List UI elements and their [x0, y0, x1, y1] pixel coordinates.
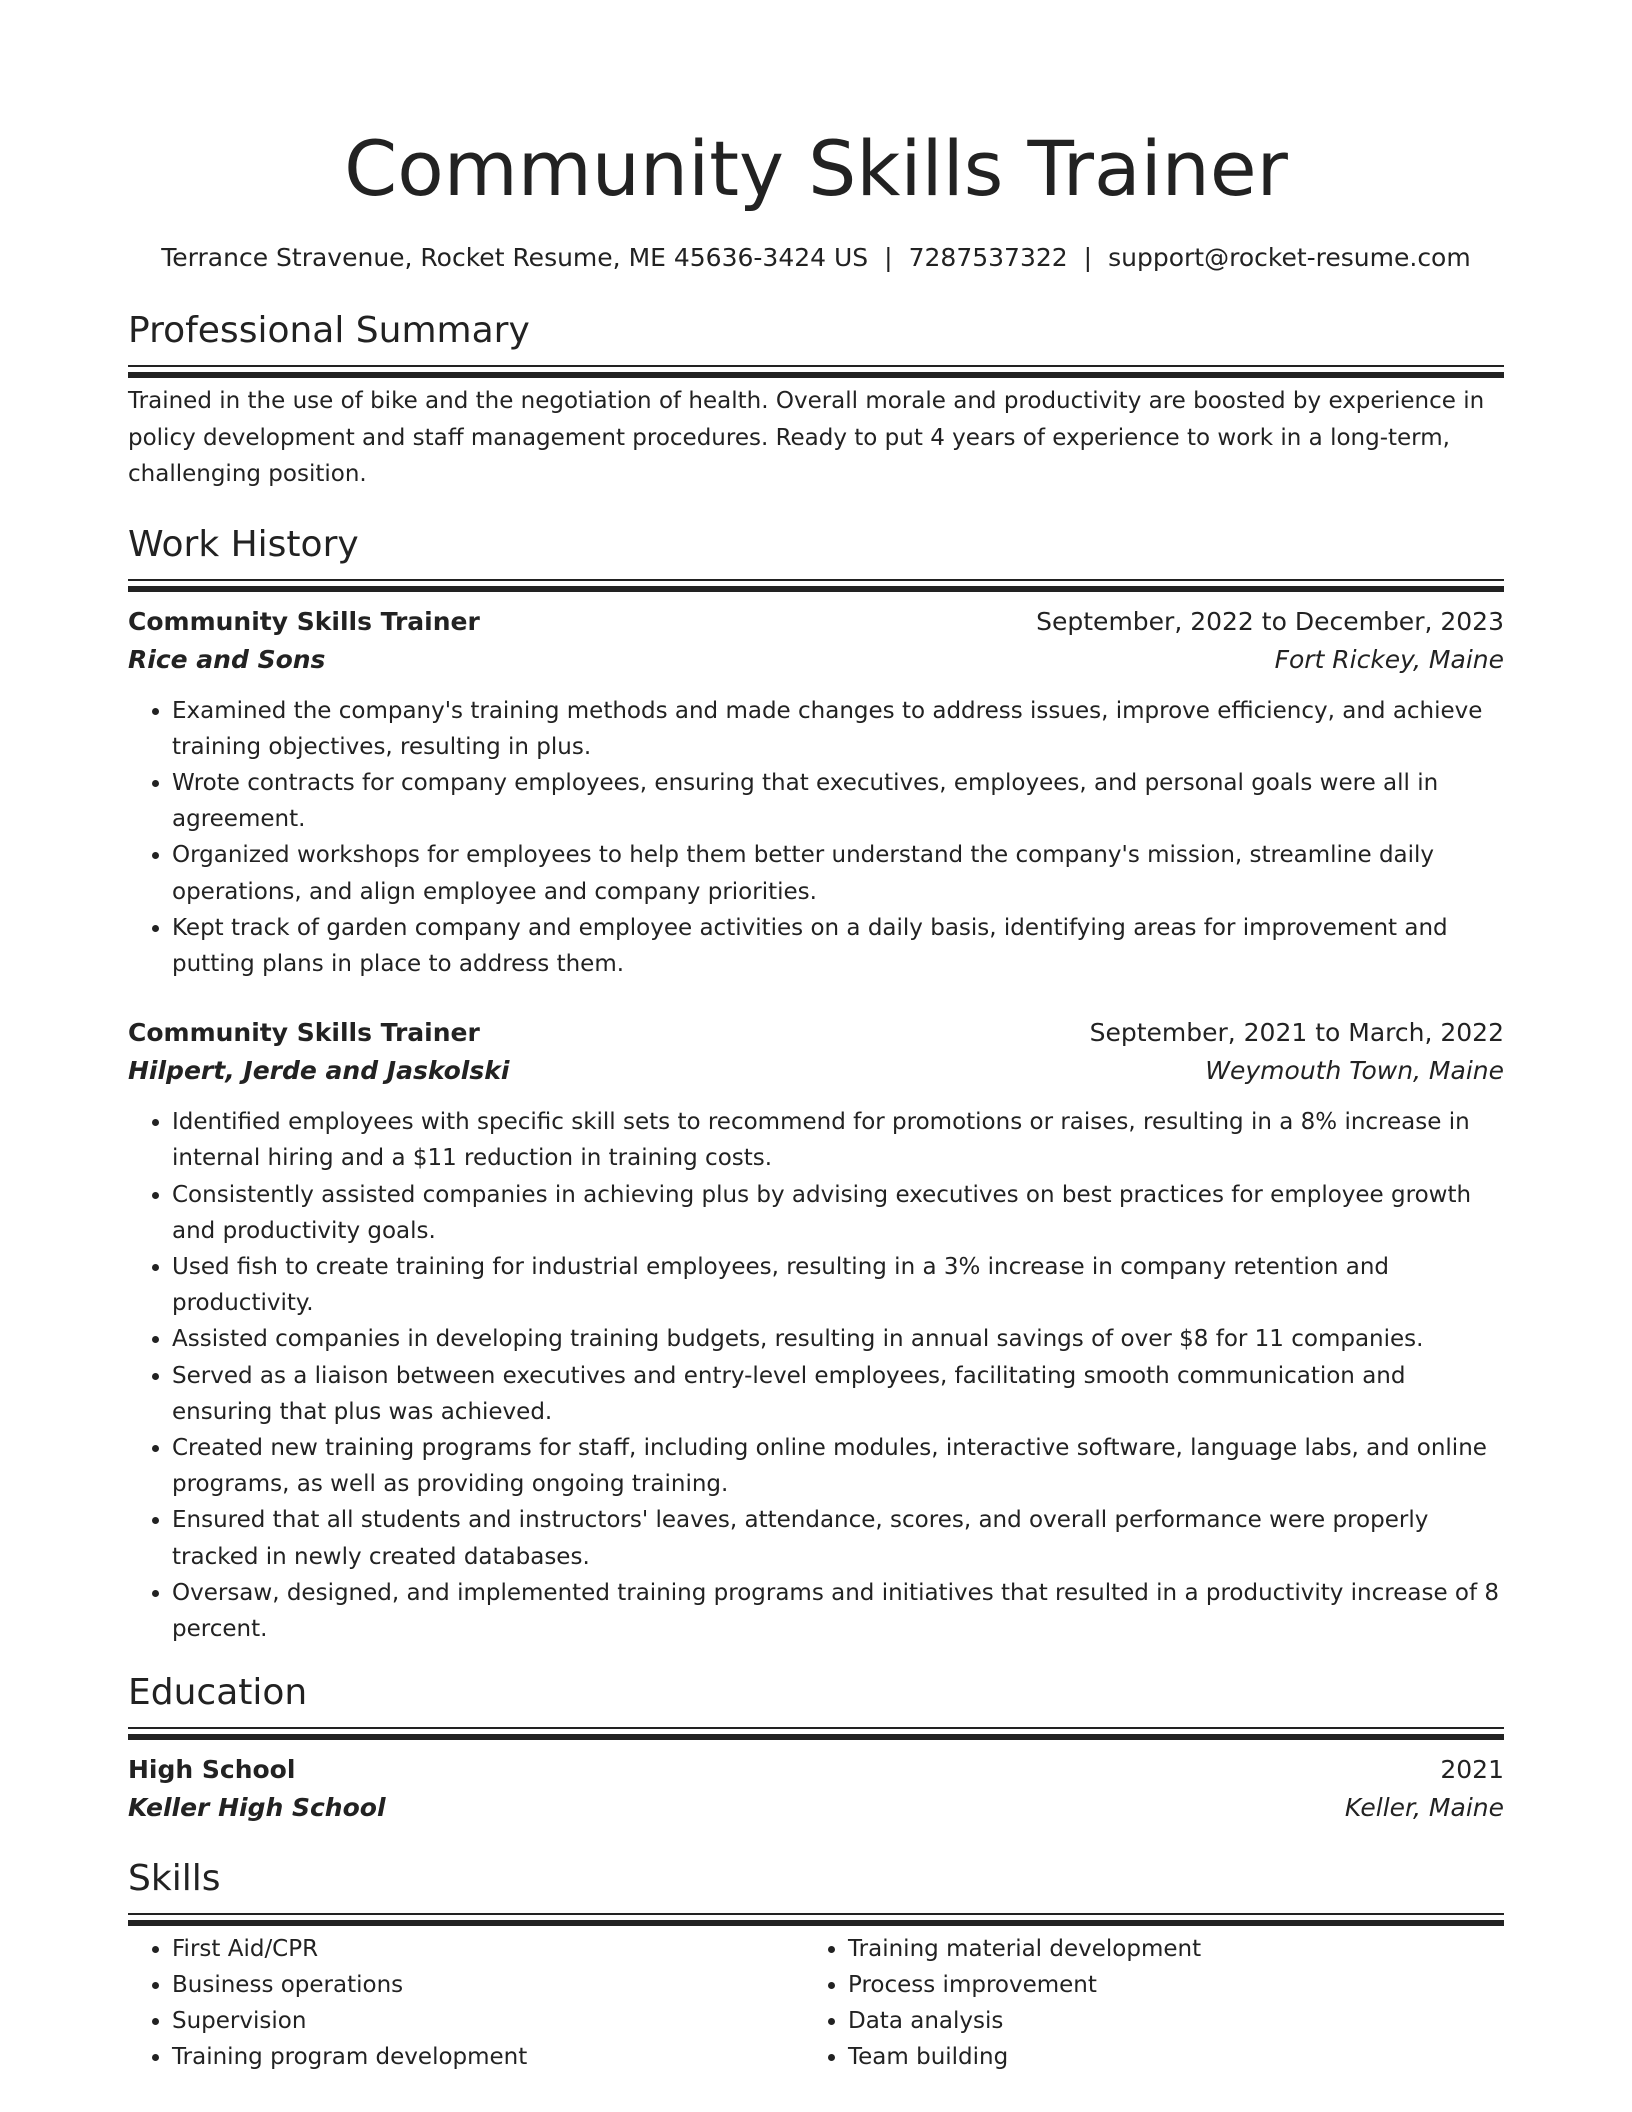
list-item: • Business operations	[172, 1967, 804, 2003]
job-company: Rice and Sons	[128, 644, 326, 674]
list-item: • Oversaw, designed, and implemented training programs and initiatives that resulted in a productivity increase of 8 percent.	[172, 1575, 1504, 1647]
resume-page	[128, 0, 1504, 2075]
job-location: Weymouth Town, Maine	[1205, 1056, 1504, 1086]
list-item: • First Aid/CPR	[172, 1931, 804, 1967]
list-item: • Data analysis	[848, 2003, 1480, 2039]
list-item: • Wrote contracts for company employees, ensuring that executives, employees, and personal goals were all in agreement.	[172, 765, 1504, 837]
job-bullets	[128, 1104, 1504, 1647]
list-item: • Training material development	[848, 1931, 1480, 1967]
education-subheader	[128, 1789, 1504, 1827]
education-location: Keller, Maine	[1344, 1793, 1504, 1823]
job-location: Fort Rickey, Maine	[1274, 644, 1504, 674]
skills-columns	[128, 1931, 1504, 2075]
page-title: Community Skills Trainer	[344, 124, 1288, 213]
job-title: Community Skills Trainer	[128, 1018, 480, 1048]
skills-list-right	[804, 1931, 1480, 2075]
job-entry	[128, 603, 1504, 983]
work-section	[128, 523, 1504, 1648]
contact-address: Terrance Stravenue, Rocket Resume, ME 45636-3424 US	[161, 243, 869, 272]
contact-separator: |	[1083, 243, 1093, 272]
contact-line	[128, 241, 1504, 275]
list-item: • Identified employees with specific skill sets to recommend for promotions or raises, resulting in a 8% increase in internal hiring and a $11 reduction in training costs.	[172, 1104, 1504, 1176]
summary-heading: Professional Summary	[128, 310, 530, 351]
contact-separator: |	[884, 243, 893, 272]
contact-phone: 7287537322	[908, 243, 1068, 272]
job-dates: September, 2021 to March, 2022	[1089, 1018, 1504, 1048]
job-bullets	[128, 693, 1504, 983]
education-school: Keller High School	[128, 1793, 386, 1823]
skills-list-left	[128, 1931, 804, 2075]
education-degree: High School	[128, 1755, 296, 1785]
education-header	[128, 1751, 1504, 1789]
summary-text: Trained in the use of bike and the negotiation of health. Overall morale and productivity are boosted by experience in policy development and staff management procedures. Ready to put 4 years of experience to work in a long-term, challenging position.	[128, 388, 1485, 487]
education-section	[128, 1671, 1504, 1827]
list-item: • Ensured that all students and instructors' leaves, attendance, scores, and overall performance were properly tracked in newly created databases.	[172, 1502, 1504, 1574]
summary-section	[128, 309, 1504, 493]
education-entry	[128, 1751, 1504, 1827]
job-header	[128, 1014, 1504, 1052]
job-dates: September, 2022 to December, 2023	[1036, 606, 1504, 636]
list-item: • Examined the company's training methods and made changes to address issues, improve efficiency, and achieve training objectives, resulting in plus.	[172, 693, 1504, 765]
list-item: • Assisted companies in developing training budgets, resulting in annual savings of over $8 for 11 companies.	[172, 1321, 1504, 1357]
section-divider	[128, 579, 1504, 581]
job-title: Community Skills Trainer	[128, 606, 480, 636]
list-item: • Training program development	[172, 2039, 804, 2075]
list-item: • Consistently assisted companies in achieving plus by advising executives on best practices for employee growth and productivity goals.	[172, 1177, 1504, 1249]
list-item: • Kept track of garden company and employee activities on a daily basis, identifying areas for improvement and putting plans in place to address them.	[172, 910, 1504, 982]
contact-email: support@rocket-resume.com	[1108, 243, 1471, 272]
job-subheader	[128, 641, 1504, 679]
list-item: • Supervision	[172, 2003, 804, 2039]
list-item: • Used fish to create training for industrial employees, resulting in a 3% increase in company retention and productivity.	[172, 1249, 1504, 1321]
job-header	[128, 603, 1504, 641]
job-company: Hilpert, Jerde and Jaskolski	[128, 1056, 510, 1086]
list-item: • Process improvement	[848, 1967, 1480, 2003]
job-entry	[128, 1014, 1504, 1647]
list-item: • Team building	[848, 2039, 1480, 2075]
skills-section	[128, 1857, 1504, 2075]
education-year: 2021	[1440, 1755, 1504, 1785]
list-item: • Served as a liaison between executives and entry-level employees, facilitating smooth communication and ensuring that plus was achieved.	[172, 1358, 1504, 1430]
section-divider	[128, 1913, 1504, 1915]
list-item: • Organized workshops for employees to help them better understand the company's mission, streamline daily operations, and align employee and company priorities.	[172, 837, 1504, 909]
section-divider	[128, 1727, 1504, 1729]
list-item: • Created new training programs for staff, including online modules, interactive software, language labs, and online programs, as well as providing ongoing training.	[172, 1430, 1504, 1502]
education-heading: Education	[128, 1672, 308, 1714]
work-heading: Work History	[128, 523, 359, 565]
job-subheader	[128, 1052, 1504, 1090]
skills-heading: Skills	[128, 1858, 221, 1900]
section-divider	[128, 365, 1504, 367]
